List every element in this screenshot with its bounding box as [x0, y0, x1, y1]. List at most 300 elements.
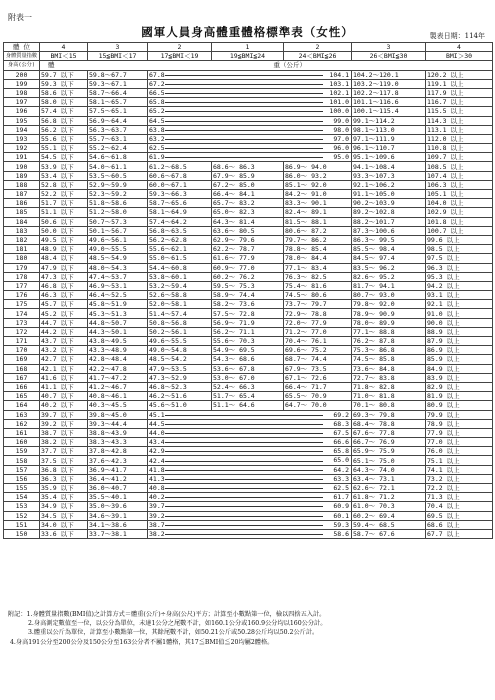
weight-cell: 36.3 以下 [40, 474, 88, 483]
weight-cell: 72.9～ 78.8 [284, 309, 352, 318]
weight-cell: 49.6～55.5 [148, 337, 212, 346]
weight-cell: 77.1～ 83.4 [284, 263, 352, 272]
weight-cell: 44.8～50.7 [88, 318, 148, 327]
weight-cell-merged [148, 125, 352, 134]
weight-cell: 61.6～ 77.9 [212, 254, 284, 263]
weight-cell: 39.3～44.4 [88, 419, 148, 428]
weight-cell: 120.2 以上 [426, 70, 493, 79]
height-cell: 171 [4, 337, 40, 346]
weight-high: 63.3 [333, 474, 349, 483]
weight-cell: 96.3 以上 [426, 263, 493, 272]
weight-cell-merged [148, 438, 352, 447]
weight-low: 39.7 [149, 502, 165, 511]
weight-cell: 79.9 以上 [426, 410, 493, 419]
weight-cell: 59.5～ 75.3 [212, 281, 284, 290]
height-cell: 155 [4, 484, 40, 493]
weight-cell: 89.2～102.8 [352, 208, 426, 217]
weight-cell: 39.2 以下 [40, 419, 88, 428]
weight-high: 58.6 [333, 529, 349, 538]
table-row [4, 226, 493, 235]
weight-cell: 91.0 以上 [426, 309, 493, 318]
weight-cell: 54.3～ 68.6 [212, 355, 284, 364]
weight-cell: 45.6～51.0 [148, 401, 212, 410]
weight-cell: 104.0 以上 [426, 199, 493, 208]
weight-cell: 64.7～ 70.0 [284, 401, 352, 410]
grade-cell: 4 [426, 43, 493, 52]
weight-cell: 37.7 以下 [40, 447, 88, 456]
weight-cell: 67.9～ 85.9 [212, 171, 284, 180]
weight-cell: 72.2 以上 [426, 484, 493, 493]
weight-cell: 69.6～ 75.2 [284, 346, 352, 355]
weight-cell: 46.2～51.6 [148, 392, 212, 401]
weight-cell: 87.9 以上 [426, 337, 493, 346]
weight-high: 69.2 [333, 410, 349, 419]
weight-cell: 116.7 以上 [426, 98, 493, 107]
weight-cell: 100.7 以上 [426, 226, 493, 235]
weight-cell: 79.7～ 86.2 [284, 235, 352, 244]
table-row [4, 263, 493, 272]
height-cell: 193 [4, 134, 40, 143]
weight-cell: 66.7～ 76.9 [352, 438, 426, 447]
weight-cell: 53.2～59.4 [148, 281, 212, 290]
weight-cell: 69.5 以上 [426, 511, 493, 520]
weight-cell-merged [148, 428, 352, 437]
weight-cell: 67.7 以上 [426, 529, 493, 538]
table-row [4, 116, 493, 125]
weight-low: 45.1 [149, 410, 165, 419]
table-row [4, 199, 493, 208]
weight-cell: 36.9～41.7 [88, 465, 148, 474]
weight-cell: 61.8～ 71.2 [352, 493, 426, 502]
table-row [4, 392, 493, 401]
height-cell: 166 [4, 382, 40, 391]
weight-cell: 88.2～101.7 [352, 217, 426, 226]
weight-cell: 44.7 以下 [40, 318, 88, 327]
weight-cell-merged [148, 456, 352, 465]
table-row [4, 98, 493, 107]
table-row [4, 373, 493, 382]
weight-cell: 81.9 以上 [426, 392, 493, 401]
weight-cell: 36.4～41.2 [88, 474, 148, 483]
weight-cell: 78.9～ 90.9 [352, 309, 426, 318]
weight-cell: 56.2～ 71.1 [212, 327, 284, 336]
weight-high: 62.5 [333, 484, 349, 492]
weight-cell: 49.5 以下 [40, 235, 88, 244]
weight-low: 61.9 [149, 153, 165, 162]
weight-cell: 112.0 以上 [426, 134, 493, 143]
weight-cell: 75.1 以上 [426, 456, 493, 465]
weight-cell: 94.1～108.4 [352, 162, 426, 171]
weight-low: 66.5 [149, 89, 165, 98]
weight-cell: 103.2～119.0 [352, 79, 426, 88]
height-cell: 184 [4, 217, 40, 226]
weight-low: 39.2 [149, 511, 165, 520]
weight-cell: 43.2 以下 [40, 346, 88, 355]
weight-cell: 42.7 以下 [40, 355, 88, 364]
height-cell: 163 [4, 410, 40, 419]
weight-cell-merged [148, 410, 352, 419]
weight-cell: 37.6～42.3 [88, 456, 148, 465]
weight-cell: 65.5～ 70.9 [284, 392, 352, 401]
date-label: 製表日期：114年 [429, 32, 485, 40]
height-cell: 165 [4, 392, 40, 401]
weight-cell: 49.0～55.5 [88, 245, 148, 254]
weight-cell: 78.8～ 85.4 [284, 245, 352, 254]
weight-cell: 63.4～ 73.1 [352, 474, 426, 483]
weight-cell: 88.9 以上 [426, 327, 493, 336]
table-row [4, 419, 493, 428]
weight-cell: 43.7 以下 [40, 337, 88, 346]
weight-cell: 80.7～ 93.0 [352, 291, 426, 300]
weight-cell: 74.5～ 80.6 [284, 291, 352, 300]
height-cell: 150 [4, 529, 40, 538]
weight-cell-merged [148, 79, 352, 88]
weight-cell: 65.7～ 83.2 [212, 199, 284, 208]
weight-cell: 47.9 以下 [40, 263, 88, 272]
weight-cell: 61.2～68.5 [148, 162, 212, 171]
table-row [4, 493, 493, 502]
weight-cell: 56.2～62.8 [148, 235, 212, 244]
weight-cell: 55.2～62.4 [88, 144, 148, 153]
weight-cell: 43.3～48.9 [88, 346, 148, 355]
weight-cell: 57.4～64.2 [148, 217, 212, 226]
weight-cell: 70.1～ 80.8 [352, 401, 426, 410]
weight-cell: 43.8～49.5 [88, 337, 148, 346]
weight-label: 體 [40, 61, 88, 70]
weight-cell: 63.6～ 80.5 [212, 226, 284, 235]
weight-cell: 49.0～54.8 [148, 346, 212, 355]
weight-cell-merged [148, 529, 352, 538]
weight-cell: 44.2 以下 [40, 327, 88, 336]
weight-cell: 58.1～65.7 [88, 98, 148, 107]
weight-cell: 59.7 以下 [40, 70, 88, 79]
weight-cell: 45.8～51.9 [88, 300, 148, 309]
weight-low: 62.5 [149, 144, 165, 153]
weight-low: 44.5 [149, 419, 165, 428]
height-cell: 186 [4, 199, 40, 208]
height-cell: 190 [4, 162, 40, 171]
weight-cell: 39.7 以下 [40, 410, 88, 419]
weight-cell: 45.7 以下 [40, 300, 88, 309]
grade-cell: 4 [40, 43, 88, 52]
table-row [4, 79, 493, 88]
bmi-range: BMI＞30 [426, 52, 493, 61]
height-cell: 182 [4, 235, 40, 244]
height-cell: 167 [4, 373, 40, 382]
weight-cell: 109.7 以上 [426, 153, 493, 162]
weight-cell: 50.0 以下 [40, 226, 88, 235]
bmi-label: 身體質量指數 [4, 52, 40, 61]
weight-cell: 71.2～ 77.0 [284, 327, 352, 336]
weight-cell: 99.6 以上 [426, 235, 493, 244]
weight-unit: 重（公斤） [88, 61, 493, 70]
weight-cell: 48.9 以下 [40, 245, 88, 254]
table-row [4, 235, 493, 244]
weight-cell: 99.1～114.2 [352, 116, 426, 125]
weight-cell: 78.9 以上 [426, 419, 493, 428]
weight-cell: 75.3～ 86.8 [352, 346, 426, 355]
table-row [4, 410, 493, 419]
weight-cell: 50.2～56.1 [148, 327, 212, 336]
note-line: 3.體重以公斤為單位，計算至小數點第一位，其餘尾數不計，如50.21公斤或50.28公斤均以50.2公斤計。 [28, 629, 319, 637]
weight-cell-merged [148, 447, 352, 456]
attachment-label: 附表一 [8, 13, 32, 22]
table-row [4, 107, 493, 116]
weight-cell: 50.8～56.8 [148, 318, 212, 327]
height-cell: 174 [4, 309, 40, 318]
weight-cell: 56.2 以下 [40, 125, 88, 134]
weight-cell: 93.3～107.3 [352, 171, 426, 180]
weight-cell: 52.0～58.1 [148, 300, 212, 309]
weight-cell: 81.5～ 88.1 [284, 217, 352, 226]
table-row [4, 125, 493, 134]
table-row [4, 70, 493, 79]
weight-cell: 86.3～ 99.5 [352, 235, 426, 244]
table-row [4, 300, 493, 309]
weight-cell: 82.4～ 89.1 [284, 208, 352, 217]
weight-cell: 73.7～ 79.7 [284, 300, 352, 309]
weight-cell: 79.8～ 92.0 [352, 300, 426, 309]
weight-low: 38.7 [149, 520, 165, 529]
bmi-range: 15≦BMI＜17 [88, 52, 148, 61]
weight-cell: 104.2～120.1 [352, 70, 426, 79]
weight-cell: 36.0～40.7 [88, 484, 148, 493]
weight-cell: 54.6～61.8 [88, 153, 148, 162]
table-row [4, 401, 493, 410]
weight-cell: 72.7～ 83.8 [352, 373, 426, 382]
weight-cell-merged [148, 474, 352, 483]
weight-high: 60.9 [333, 502, 349, 511]
weight-cell: 52.4～ 66.3 [212, 382, 284, 391]
weight-low: 64.5 [149, 116, 165, 125]
weight-cell: 52.2 以下 [40, 190, 88, 199]
weight-cell: 68.6～ 86.3 [212, 162, 284, 171]
weight-low: 42.4 [149, 456, 165, 465]
weight-cell: 55.1 以下 [40, 144, 88, 153]
notes [8, 610, 488, 647]
height-cell: 192 [4, 144, 40, 153]
weight-cell: 42.8～48.4 [88, 355, 148, 364]
height-cell: 199 [4, 79, 40, 88]
weight-cell: 71.0～ 81.8 [352, 392, 426, 401]
weight-cell: 85.1～ 92.0 [284, 180, 352, 189]
weight-cell: 80.9 以上 [426, 401, 493, 410]
page-title: 國軍人員身高體重體格標準表（女性） [141, 25, 354, 39]
table-row [4, 382, 493, 391]
table-row [4, 520, 493, 529]
weight-cell: 35.9 以下 [40, 484, 88, 493]
weight-cell: 85.9 以上 [426, 355, 493, 364]
weight-cell: 80.6～ 87.2 [284, 226, 352, 235]
table-row [4, 474, 493, 483]
weight-cell: 91.1～105.0 [352, 190, 426, 199]
weight-cell: 46.3 以下 [40, 291, 88, 300]
weight-high: 104.1 [329, 70, 349, 79]
weight-cell-merged [148, 107, 352, 116]
weight-cell: 84.9 以上 [426, 364, 493, 373]
weight-cell: 48.5～54.2 [148, 355, 212, 364]
weight-cell: 36.8 以下 [40, 465, 88, 474]
weight-cell: 70.4～ 76.1 [284, 337, 352, 346]
weight-low: 44.0 [149, 428, 165, 437]
table-row [4, 364, 493, 373]
weight-cell: 58.9～ 74.4 [212, 291, 284, 300]
weight-low: 40.8 [149, 484, 165, 493]
weight-cell: 95.1～109.6 [352, 153, 426, 162]
weight-cell: 56.8 以下 [40, 116, 88, 125]
bmi-header-row [4, 52, 493, 61]
weight-cell: 77.9 以上 [426, 428, 493, 437]
weight-cell: 58.2～ 73.6 [212, 300, 284, 309]
weight-cell: 110.8 以上 [426, 144, 493, 153]
weight-cell-merged [148, 520, 352, 529]
weight-high: 102.1 [329, 88, 349, 97]
height-cell: 153 [4, 502, 40, 511]
height-cell: 179 [4, 263, 40, 272]
weight-cell: 59.3 以下 [40, 79, 88, 88]
weight-cell: 119.1 以上 [426, 79, 493, 88]
height-cell: 188 [4, 180, 40, 189]
weight-high: 103.1 [329, 79, 349, 88]
weight-cell: 52.9～59.9 [88, 180, 148, 189]
weight-cell: 52.3～59.2 [88, 190, 148, 199]
weight-cell: 117.9 以上 [426, 88, 493, 97]
weight-cell: 66.4～ 84.1 [212, 190, 284, 199]
bmi-range: 26＜BMI≦30 [352, 52, 426, 61]
weight-cell: 58.6 以下 [40, 88, 88, 97]
note-line: 附記：1.身體質量指數(BMI值)之計算方式＝體重(公斤)÷身高(公尺)平方；計算至小數點第一位，檢以四捨五入計。 [8, 611, 326, 618]
table-row [4, 438, 493, 447]
height-cell: 168 [4, 364, 40, 373]
standards-table [3, 42, 493, 539]
weight-cell: 71.3 以上 [426, 493, 493, 502]
height-cell: 183 [4, 226, 40, 235]
weight-cell: 55.7～63.1 [88, 134, 148, 143]
weight-cell-merged [148, 502, 352, 511]
weight-cell: 83.3～ 90.1 [284, 199, 352, 208]
weight-cell: 53.5～60.5 [88, 171, 148, 180]
weight-cell: 105.1 以上 [426, 190, 493, 199]
height-cell: 157 [4, 465, 40, 474]
weight-cell: 50.6 以下 [40, 217, 88, 226]
weight-cell: 57.4 以下 [40, 107, 88, 116]
weight-high: 97.0 [333, 134, 349, 143]
weight-cell: 56.9～64.4 [88, 116, 148, 125]
weight-low: 65.2 [149, 107, 165, 116]
weight-cell: 51.1～ 64.6 [212, 401, 284, 410]
weight-cell: 101.8 以上 [426, 217, 493, 226]
weight-cell: 82.9 以上 [426, 382, 493, 391]
weight-cell: 106.3 以上 [426, 180, 493, 189]
weight-cell: 53.0～ 67.0 [212, 373, 284, 382]
weight-cell: 66.4～ 71.7 [284, 382, 352, 391]
weight-cell: 59.3～67.1 [88, 79, 148, 88]
weight-cell: 65.1～ 75.0 [352, 456, 426, 465]
weight-cell: 51.1 以下 [40, 208, 88, 217]
weight-cell: 38.8～43.9 [88, 428, 148, 437]
weight-cell: 47.9～53.5 [148, 364, 212, 373]
weight-cell: 44.3～50.1 [88, 327, 148, 336]
weight-cell-merged [148, 88, 352, 97]
grade-cell: 3 [352, 43, 426, 52]
weight-cell: 69.3～ 79.8 [352, 410, 426, 419]
note-line: 4.身高191公分至200公分及150公分至163公分者不屬1體格，其17≦BMI值≦20均屬2體格。 [10, 638, 274, 646]
table-row [4, 281, 493, 290]
weight-cell-merged [148, 144, 352, 153]
table-row [4, 502, 493, 511]
weight-cell: 115.5 以上 [426, 107, 493, 116]
weight-cell-merged [148, 511, 352, 520]
weight-cell: 58.0 以下 [40, 98, 88, 107]
height-cell: 200 [4, 70, 40, 79]
weight-cell: 41.1 以下 [40, 382, 88, 391]
weight-high: 95.0 [333, 153, 349, 162]
weight-low: 63.8 [149, 125, 165, 134]
weight-cell: 82.6～ 95.2 [352, 272, 426, 281]
grade-cell: 2 [148, 43, 212, 52]
table-row [4, 355, 493, 364]
height-cell: 180 [4, 254, 40, 263]
weight-cell: 50.7～57.3 [88, 217, 148, 226]
weight-cell: 62.2～ 78.7 [212, 245, 284, 254]
weight-cell: 57.5～65.1 [88, 107, 148, 116]
weight-cell: 51.7 以下 [40, 199, 88, 208]
weight-cell: 96.1～110.7 [352, 144, 426, 153]
weight-cell: 35.5～40.1 [88, 493, 148, 502]
height-cell: 177 [4, 281, 40, 290]
weight-cell: 76.2～ 87.8 [352, 337, 426, 346]
bmi-range: BMI＜15 [40, 52, 88, 61]
height-cell: 181 [4, 245, 40, 254]
weight-cell: 42.1 以下 [40, 364, 88, 373]
weight-cell: 58.1～64.9 [148, 208, 212, 217]
weight-cell: 49.6～56.1 [88, 235, 148, 244]
weight-cell: 90.0 以上 [426, 318, 493, 327]
weight-cell: 92.1 以上 [426, 300, 493, 309]
weight-cell: 39.8～45.0 [88, 410, 148, 419]
weight-cell: 72.0～ 77.9 [284, 318, 352, 327]
weight-cell: 56.3～63.7 [88, 125, 148, 134]
table-row [4, 134, 493, 143]
weight-cell: 42.2～47.8 [88, 364, 148, 373]
weight-high: 100.0 [329, 107, 349, 116]
table-row [4, 171, 493, 180]
weight-cell: 35.4 以下 [40, 493, 88, 502]
weight-cell: 41.7～47.2 [88, 373, 148, 382]
weight-cell: 83.5～ 96.2 [352, 263, 426, 272]
weight-cell: 78.0～ 89.9 [352, 318, 426, 327]
weight-cell: 46.8 以下 [40, 281, 88, 290]
weight-high: 101.0 [329, 98, 349, 107]
table-row [4, 484, 493, 493]
weight-cell: 78.0～ 84.4 [284, 254, 352, 263]
weight-cell: 98.5 以上 [426, 245, 493, 254]
weight-cell: 65.9～ 75.9 [352, 447, 426, 456]
weight-cell: 94.2 以上 [426, 281, 493, 290]
weight-cell: 40.8～46.1 [88, 392, 148, 401]
table-row [4, 254, 493, 263]
weight-cell-merged [148, 419, 352, 428]
height-cell: 178 [4, 272, 40, 281]
weight-cell: 54.4～60.8 [148, 263, 212, 272]
weight-low: 38.2 [149, 530, 165, 539]
weight-high: 64.2 [333, 465, 349, 474]
weight-high: 68.3 [333, 419, 349, 428]
weight-cell: 55.6 以下 [40, 134, 88, 143]
weight-cell: 62.9～ 79.6 [212, 235, 284, 244]
weight-cell-merged [148, 134, 352, 143]
weight-cell: 51.8～58.6 [88, 199, 148, 208]
